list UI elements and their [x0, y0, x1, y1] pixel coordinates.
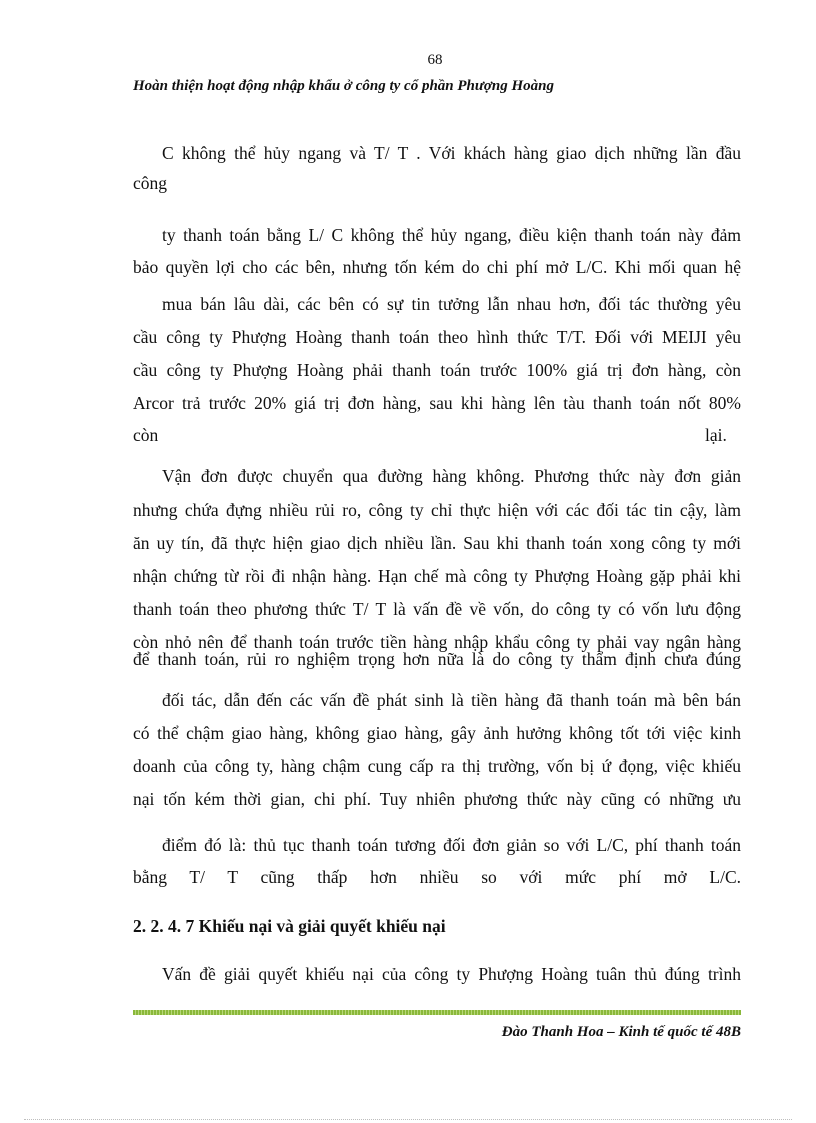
body-line: để thanh toán, rủi ro nghiệm trọng hơn nữa là do công ty thẩm định chưa đúng: [133, 649, 741, 669]
body-line: mua bán lâu dài, các bên có sự tin tưởng lẫn nhau hơn, đối tác thường yêu: [162, 294, 741, 314]
page-number: 68: [427, 52, 443, 68]
body-line: điểm đó là: thủ tục thanh toán tương đối đơn giản so với L/C, phí thanh toán: [162, 835, 741, 855]
body-line: nhận chứng từ rồi đi nhận hàng. Hạn chế mà công ty Phượng Hoàng gặp phải khi: [133, 566, 741, 586]
body-line: Vận đơn được chuyển qua đường hàng không. Phương thức này đơn giản: [162, 466, 741, 486]
body-line: cầu công ty Phượng Hoàng thanh toán theo hình thức T/T. Đối với MEIJI yêu: [133, 327, 741, 347]
body-line: ăn uy tín, đã thực hiện giao dịch nhiều lần. Sau khi thanh toán xong công ty mới: [133, 533, 741, 553]
body-line: bằng T/ T cũng thấp hơn nhiều so với mức phí mở L/C.: [133, 867, 741, 887]
footer-rule: [133, 1010, 741, 1015]
body-line: ty thanh toán bằng L/ C không thể hủy ngang, điều kiện thanh toán này đảm: [162, 225, 741, 245]
body-line: bảo quyền lợi cho các bên, nhưng tốn kém do chi phí mở L/C. Khi mối quan hệ: [133, 257, 741, 277]
section-heading: 2. 2. 4. 7 Khiếu nại và giải quyết khiếu nại: [133, 916, 446, 936]
footer-author: Đào Thanh Hoa – Kinh tế quốc tế 48B: [501, 1024, 741, 1040]
body-line: lại.: [705, 425, 727, 445]
body-line: còn nhỏ nên để thanh toán trước tiền hàng nhập khẩu công ty phải vay ngân hàng: [133, 632, 741, 652]
body-line: C không thể hủy ngang và T/ T . Với khách hàng giao dịch những lần đầu: [162, 143, 741, 163]
body-line: nại tốn kém thời gian, chi phí. Tuy nhiên phương thức này cũng có những ưu: [133, 789, 741, 809]
body-line: còn: [133, 425, 159, 445]
body-line: nhưng chứa đựng nhiều rủi ro, công ty chỉ thực hiện với các đối tác tin cậy, làm: [133, 500, 741, 520]
body-line: có thể chậm giao hàng, không giao hàng, gây ảnh hưởng không tốt tới việc kinh: [133, 723, 741, 743]
body-line: công: [133, 173, 168, 193]
body-line: doanh của công ty, hàng chậm cung cấp ra thị trường, vốn bị ứ đọng, việc khiếu: [133, 756, 741, 776]
body-line: Arcor trả trước 20% giá trị đơn hàng, sau khi hàng lên tàu thanh toán nốt 80%: [133, 393, 741, 413]
body-line: Vấn đề giải quyết khiếu nại của công ty Phượng Hoàng tuân thủ đúng trình: [162, 964, 741, 984]
running-header: Hoàn thiện hoạt động nhập khẩu ở công ty cổ phần Phượng Hoàng: [133, 78, 555, 94]
body-line: thanh toán theo phương thức T/ T là vấn đề về vốn, do công ty có vốn lưu động: [133, 599, 741, 619]
body-line: cầu công ty Phượng Hoàng phải thanh toán trước 100% giá trị đơn hàng, còn: [133, 360, 741, 380]
body-line: đối tác, dẫn đến các vấn đề phát sinh là tiền hàng đã thanh toán mà bên bán: [162, 690, 741, 710]
page-edge-divider: [24, 1119, 792, 1120]
